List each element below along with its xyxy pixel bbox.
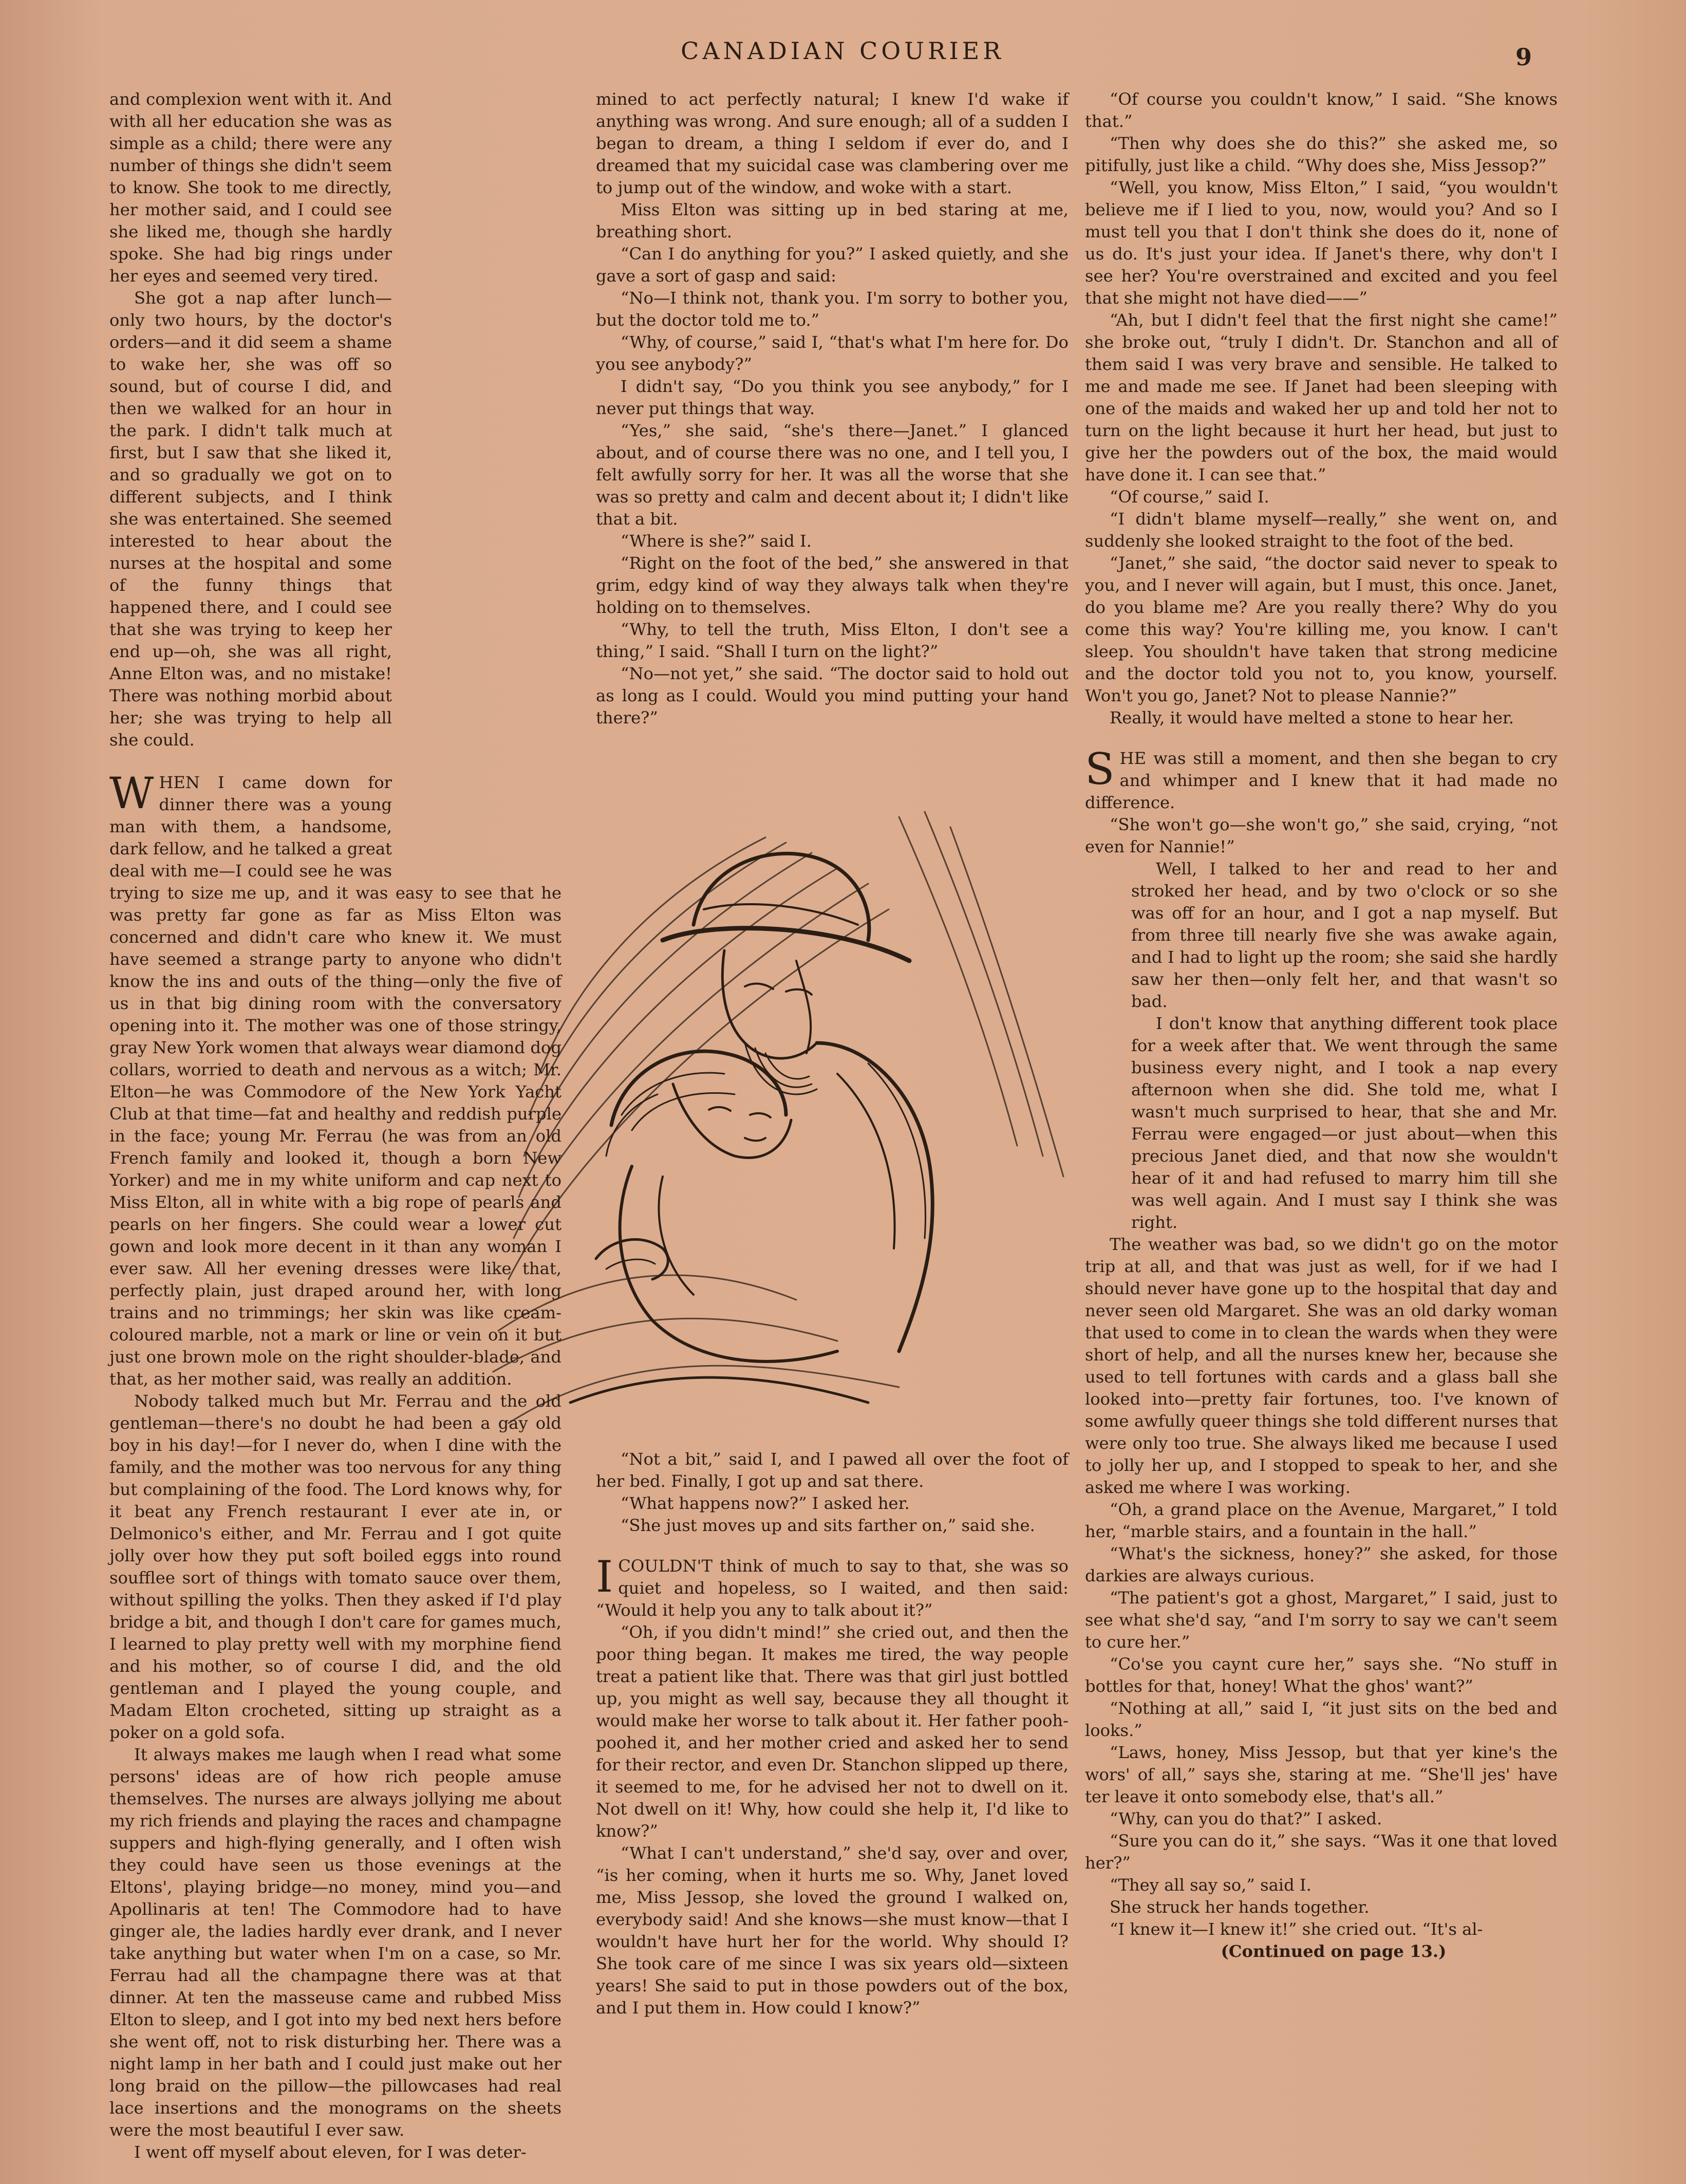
paragraph: “Co'se you caynt cure her,” says she. “No stuff in bottles for that, honey! What the ghos' want?” xyxy=(1085,1654,1558,1696)
paragraph: Nobody talked much but Mr. Ferrau and the old gentleman—there's no doubt he had been a gay old boy in his day!—for I never do, when I dine with the family, and the mother was too nervous for any thing but complaining of the food. The Lord knows why, for it beat any French restaurant I ever ate in, or Delmonico's either, and Mr. Ferrau and I got quite jolly over how they put soft boiled eggs into round soufflee sort of things with tomato sauce over them, without spilling the yolks. Then they asked if I'd play bridge a bit, and though I don't care for games much, I learned to play pretty well with my morphine fiend and his mother, so of course I did, and the old gentleman and I played the young couple, and Madam Elton crocheted, sitting up straight as a poker on a gold sofa. xyxy=(109,1391,561,1742)
paragraph: “Why, to tell the truth, Miss Elton, I don't see a thing,” I said. “Shall I turn on the light?” xyxy=(596,620,1069,661)
drop-cap: W xyxy=(109,768,154,818)
paragraph: “I didn't blame myself—really,” she went on, and suddenly she looked straight to the foot of the bed. xyxy=(1085,509,1558,551)
paragraph: I went off myself about eleven, for I was deter- xyxy=(134,2142,527,2162)
paragraph: “Right on the foot of the bed,” she answered in that grim, edgy kind of way they always talk when they're holding on to themselves. xyxy=(596,553,1069,617)
paragraph-text: HEN I came down for dinner there was a young man with them, a handsome, dark fellow, and he talked a great deal with me—I could see he was trying to size me up, and it was easy to see that he was pretty far gone as far as Miss Elton was concerned and didn't care who knew it. We must have seemed a strange party to anyone who didn't know the ins and outs of the thing—only the five of us in that big dining room with the conversatory opening into it. The mother was one of those stringy, gray New York women that always wear diamond dog collars, worried to death and nervous as a witch; Mr. Elton—he was Commodore of the New York Yacht Club at that time—fat and healthy and reddish purple in the face; young Mr. Ferrau (he was from an old French family and looked it, though a born New Yorker) and me in my white uniform and cap next to Miss Elton, all in white with a big rope of pearls and pearls on her fingers. She could wear a lower cut gown and look more decent in it than any woman I ever saw. All her evening dresses were like that, perfectly plain, just draped around her, with long trains and no trimmings; her skin was like cream-coloured marble, not a mark or line or vein on it but just one brown mole on the right shoulder-blade, and that, as her mother said, was really an addition. xyxy=(109,773,561,1389)
continuation-note: (Continued on page 13.) xyxy=(1221,1942,1447,1961)
running-header: CANADIAN COURIER xyxy=(681,37,1004,65)
paragraph: “Oh, if you didn't mind!” she cried out, and then the poor thing began. It makes me tired, the way people treat a patient like that. There was that girl just bottled up, you might as well say, because they all thought it would make her worse to talk about it. Her father pooh-poohed it, and her mother cried and asked her to send for their rector, and even Dr. Stanchon slipped up there, it seemed to me, for he advised her not to dwell on it. Not dwell on it! Why, how could she help it, I'd like to know?” xyxy=(596,1622,1069,1841)
paragraph: I didn't say, “Do you think you see anybody,” for I never put things that way. xyxy=(596,377,1069,418)
paragraph: “Yes,” she said, “she's there—Janet.” I glanced about, and of course there was no one, and I tell you, I felt awfully sorry for her. It was all the worse that she was so pretty and calm and decent about it; I didn't like that a bit. xyxy=(596,421,1069,529)
paragraph: “Why, of course,” said I, “that's what I'm here for. Do you see anybody?” xyxy=(596,332,1069,374)
paragraph: “Not a bit,” said I, and I pawed all over the foot of her bed. Finally, I got up and sat there. xyxy=(596,1449,1069,1491)
paragraph-text: HE was still a moment, and then she began to cry and whimper and I knew that it had made no difference. xyxy=(1085,749,1558,812)
paragraph: “No—I think not, thank you. I'm sorry to bother you, but the doctor told me to.” xyxy=(596,288,1069,330)
paragraph: “Where is she?” said I. xyxy=(621,531,812,551)
paragraph: “No—not yet,” she said. “The doctor said to hold out as long as I could. Would you mind putting your hand there?” xyxy=(596,664,1069,727)
column-3 xyxy=(1085,88,1558,1963)
drop-cap: S xyxy=(1085,744,1115,794)
paragraph xyxy=(596,1552,1069,1621)
drop-cap: I xyxy=(596,1552,613,1602)
paragraph: “Laws, honey, Miss Jessop, but that yer kine's the wors' of all,” says she, staring at me. “She'll jes' have ter leave it onto somebody else, that's all.” xyxy=(1085,1743,1558,1806)
paragraph: She got a nap after lunch—only two hours, by the doctor's orders—and it did seem a shame to wake her, she was off so sound, but of course I did, and then we walked for an hour in the park. I didn't talk much at first, but I saw that she liked it, and so gradually we got on to different subjects, and I think she was entertained. She seemed interested to hear about the nurses at the hospital and some of the funny things that happened there, and I could see that she was trying to keep her end up—oh, she was all right, Anne Elton was, and no mistake! There was nothing morbid about her; she was trying to help all she could. xyxy=(109,288,392,750)
paragraph: “What's the sickness, honey?” she asked, for those darkies are always curious. xyxy=(1085,1544,1558,1585)
paragraph: Miss Elton was sitting up in bed staring at me, breathing short. xyxy=(596,200,1069,241)
paragraph: “Then why does she do this?” she asked me, so pitifully, just like a child. “Why does she, Miss Jessop?” xyxy=(1085,134,1558,175)
paragraph-text: COULDN'T think of much to say to that, she was so quiet and hopeless, so I waited, and then said: “Would it help you any to talk about it?” xyxy=(596,1556,1069,1620)
paragraph: “Well, you know, Miss Elton,” I said, “you wouldn't believe me if I lied to you, now, would you? And so I must tell you that I don't think she does do it, none of us do. It's just your idea. If Janet's there, why don't I see her? You're overstrained and excited and you feel that she might not have died——” xyxy=(1085,178,1558,308)
paragraph: It always makes me laugh when I read what some persons' ideas are of how rich people amuse themselves. The nurses are always jollying me about my rich friends and playing the races and champagne suppers and high-flying generally, and I often wish they could have seen us those evenings at the Eltons', playing bridge—no money, mind you—and Apollinaris at ten! The Commodore had to have ginger ale, the ladies hardly ever drank, and I never take anything but water when I'm on a case, so Mr. Ferrau had all the champagne there was at that dinner. At ten the masseuse came and rubbed Miss Elton to sleep, and I got into my bed next hers before she went off, not to risk disturbing her. There was a night lamp in her bath and I could just make out her long braid on the pillow—the pillowcases had real lace insertions and the monograms on the sheets were the most beautiful I ever saw. xyxy=(109,1745,561,2140)
paragraph: “Can I do anything for you?” I asked quietly, and she gave a sort of gasp and said: xyxy=(596,244,1069,286)
paragraph: “Janet,” she said, “the doctor said never to speak to you, and I never will again, but I must, this once. Janet, do you blame me? Are you really there? Why do you come this way? You're killing me, you know. I can't sleep. You shouldn't have taken that strong medicine and the doctor told you not to, you know, yourself. Won't you go, Janet? Not to please Nannie?” xyxy=(1085,553,1558,705)
paragraph: The weather was bad, so we didn't go on the motor trip at all, and that was just as well, for if we had I should never have gone up to the hospital that day and never seen old Margaret. She was an old darky woman that used to come in to clean the wards when they were short of help, and all the nurses knew her, because she used to tell fortunes with cards and a glass ball she looked into—pretty fair fortunes, too. I've known of some awfully queer things she told different nurses that were only too true. She always liked me because I used to jolly her up, and I stopped to speak to her, and she asked me where I was working. xyxy=(1085,1235,1558,1497)
paragraph: “She won't go—she won't go,” she said, crying, “not even for Nannie!” xyxy=(1085,815,1558,856)
illustration-embracing-couple xyxy=(478,755,1094,1485)
paragraph: “Oh, a grand place on the Avenue, Margaret,” I told her, “marble stairs, and a fountain in the hall.” xyxy=(1085,1500,1558,1541)
paragraph: “What happens now?” I asked her. xyxy=(621,1494,910,1513)
paragraph: “Nothing at all,” said I, “it just sits on the bed and looks.” xyxy=(1085,1698,1558,1740)
paragraph: “Sure you can do it,” she says. “Was it one that loved her?” xyxy=(1085,1831,1558,1873)
paragraph: and complexion went with it. And with all her education she was as simple as a child; there were any number of things she didn't seem to know. She took to me directly, her mother said, and I could see she liked me, though she hardly spoke. She had big rings under her eyes and seemed very tired. xyxy=(109,89,392,286)
paragraph: “She just moves up and sits farther on,” said she. xyxy=(621,1516,1035,1535)
page-number: 9 xyxy=(1515,43,1532,71)
paragraph: Well, I talked to her and read to her and stroked her head, and by two o'clock or so she was off for an hour, and I got a nap myself. But from three till nearly five she was awake again, and I had to light up the room; she said she hardly saw her then—only felt her, and that wasn't so bad. xyxy=(1131,859,1558,1011)
paragraph: “Why, can you do that?” I asked. xyxy=(1110,1809,1382,1828)
paragraph xyxy=(1085,744,1558,814)
paragraph: “The patient's got a ghost, Margaret,” I said, just to see what she'd say, “and I'm sorry to say we can't seem to cure her.” xyxy=(1085,1588,1558,1652)
paragraph: mined to act perfectly natural; I knew I'd wake if anything was wrong. And sure enough; all of a sudden I began to dream, a thing I seldom if ever do, and I dreamed that my suicidal case was clambering over me to jump out of the window, and woke with a start. xyxy=(596,89,1069,197)
paragraph: “Ah, but I didn't feel that the first night she came!” she broke out, “truly I didn't. Dr. Stanchon and all of them said I was very brave and sensible. He talked to me and made me see. If Janet had been sleeping with one of the maids and waked her up and told her not to turn on the light because it hurt her head, but just to give her the powders out of the box, the maid would have done it. I can see that.” xyxy=(1085,310,1558,484)
paragraph: “I knew it—I knew it!” she cried out. “It's al- xyxy=(1110,1919,1483,1939)
paragraph: “They all say so,” said I. xyxy=(1110,1875,1312,1895)
paragraph: Really, it would have melted a stone to hear her. xyxy=(1110,708,1514,727)
paragraph: “Of course,” said I. xyxy=(1110,487,1269,507)
paragraph: I don't know that anything different took place for a week after that. We went through the same business every night, and I took a nap every afternoon when she did. She told me, what I wasn't much surprised to hear, that she and Mr. Ferrau were engaged—or just about—when this precious Janet died, and that now she wouldn't hear of it and had refused to marry him till she was well again. And I must say I think she was right. xyxy=(1131,1014,1558,1232)
paragraph: “Of course you couldn't know,” I said. “She knows that.” xyxy=(1085,89,1558,131)
paragraph: She struck her hands together. xyxy=(1110,1897,1370,1917)
paragraph: “What I can't understand,” she'd say, over and over, “is her coming, when it hurts me so. Why, Janet loved me, Miss Jessop, she loved the ground I walked on, everybody said! And she knows—she must know—that I wouldn't have hurt her for the world. Why should I? She took care of me since I was six years old—sixteen years! She said to put in those powders out of the box, and I put them in. How could I know?” xyxy=(596,1843,1069,2018)
